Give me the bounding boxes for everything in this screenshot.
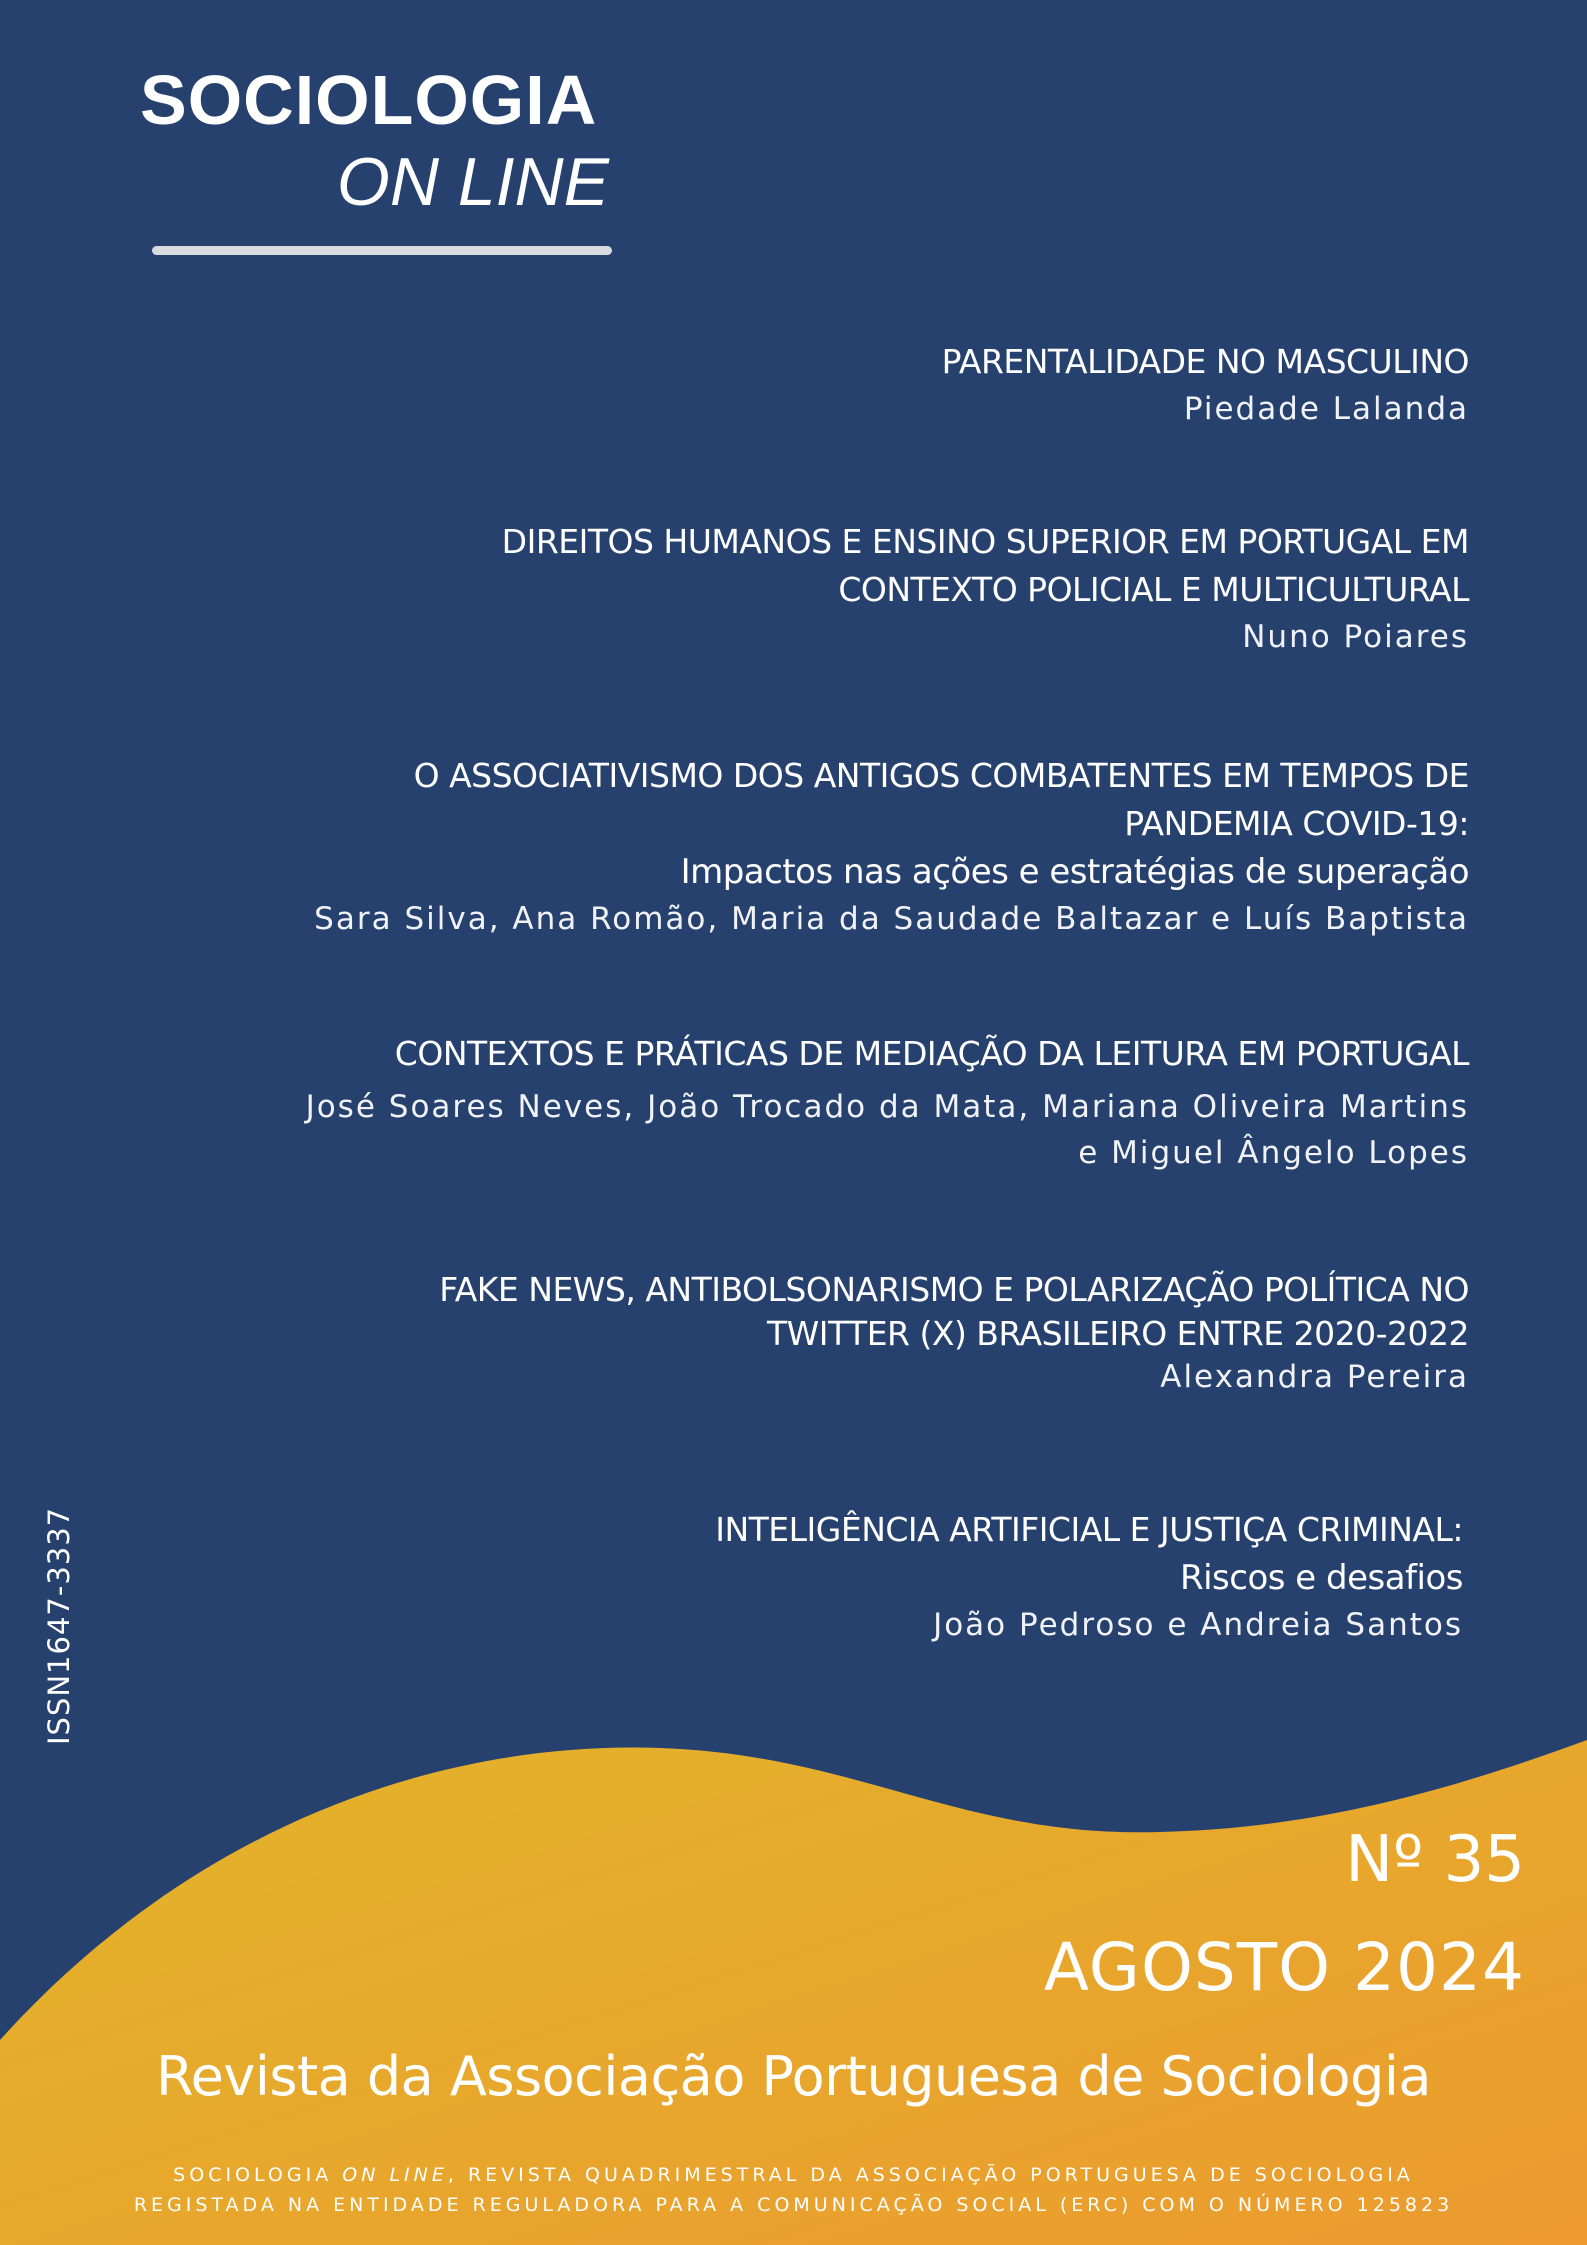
article-subtitle: Impactos nas ações e estratégias de superação xyxy=(680,852,1469,892)
article-title-line-2: TWITTER (X) BRASILEIRO ENTRE 2020-2022 xyxy=(766,1314,1469,1353)
footer-line-1-rest: , REVISTA QUADRIMESTRAL DA ASSOCIAÇÃO PORTUGUESA DE SOCIOLOGIA xyxy=(447,2164,1414,2186)
article-1 xyxy=(189,338,1469,432)
article-authors: Alexandra Pereira xyxy=(1160,1359,1469,1395)
logo-underline xyxy=(152,246,612,255)
article-title: INTELIGÊNCIA ARTIFICIAL E JUSTIÇA CRIMINAL: xyxy=(715,1510,1463,1549)
article-title: DIREITOS HUMANOS E ENSINO SUPERIOR EM PORTUGAL EM xyxy=(501,522,1469,561)
footer-notice xyxy=(0,2160,1587,2220)
article-authors: Piedade Lalanda xyxy=(1183,391,1469,427)
article-2 xyxy=(189,518,1469,660)
article-title: FAKE NEWS, ANTIBOLSONARISMO E POLARIZAÇÃO POLÍTICA NO xyxy=(439,1270,1469,1309)
footer-line-2: REGISTADA NA ENTIDADE REGULADORA PARA A COMUNICAÇÃO SOCIAL (ERC) COM O NÚMERO 125823 xyxy=(133,2194,1454,2216)
article-4 xyxy=(189,1030,1469,1176)
issue-number: Nº 35 xyxy=(1345,1823,1525,1897)
footer-online-emphasis: ON LINE xyxy=(342,2164,448,2186)
footer-line-1 xyxy=(0,2160,1587,2190)
logo-title: SOCIOLOGIA xyxy=(140,61,598,139)
issue-date: AGOSTO 2024 xyxy=(1043,1929,1525,2006)
footer-lead: SOCIOLOGIA xyxy=(173,2164,343,2186)
article-title-line-2: CONTEXTO POLICIAL E MULTICULTURAL xyxy=(838,570,1469,609)
article-authors: Nuno Poiares xyxy=(1242,619,1469,655)
article-authors: João Pedroso e Andreia Santos xyxy=(933,1607,1463,1643)
journal-name: Revista da Associação Portuguesa de Sociologia xyxy=(156,2045,1431,2108)
article-subtitle: Riscos e desafios xyxy=(1179,1558,1463,1598)
article-title: PARENTALIDADE NO MASCULINO xyxy=(941,342,1469,381)
article-authors-line-2: e Miguel Ângelo Lopes xyxy=(1078,1135,1469,1171)
article-authors: José Soares Neves, João Trocado da Mata, Mariana Oliveira Martins xyxy=(305,1089,1469,1125)
article-3 xyxy=(189,752,1469,942)
issn-label: ISSN1647-3337 xyxy=(42,1506,76,1745)
article-title-line-2: PANDEMIA COVID-19: xyxy=(1124,804,1469,843)
journal-logo xyxy=(140,60,615,224)
article-6 xyxy=(183,1506,1463,1648)
article-authors: Sara Silva, Ana Romão, Maria da Saudade Baltazar e Luís Baptista xyxy=(314,901,1469,937)
article-5 xyxy=(189,1266,1469,1400)
logo-subtitle: ON LINE xyxy=(336,144,609,220)
article-title: O ASSOCIATIVISMO DOS ANTIGOS COMBATENTES EM TEMPOS DE xyxy=(413,756,1469,795)
article-title: CONTEXTOS E PRÁTICAS DE MEDIAÇÃO DA LEITURA EM PORTUGAL xyxy=(394,1034,1469,1073)
